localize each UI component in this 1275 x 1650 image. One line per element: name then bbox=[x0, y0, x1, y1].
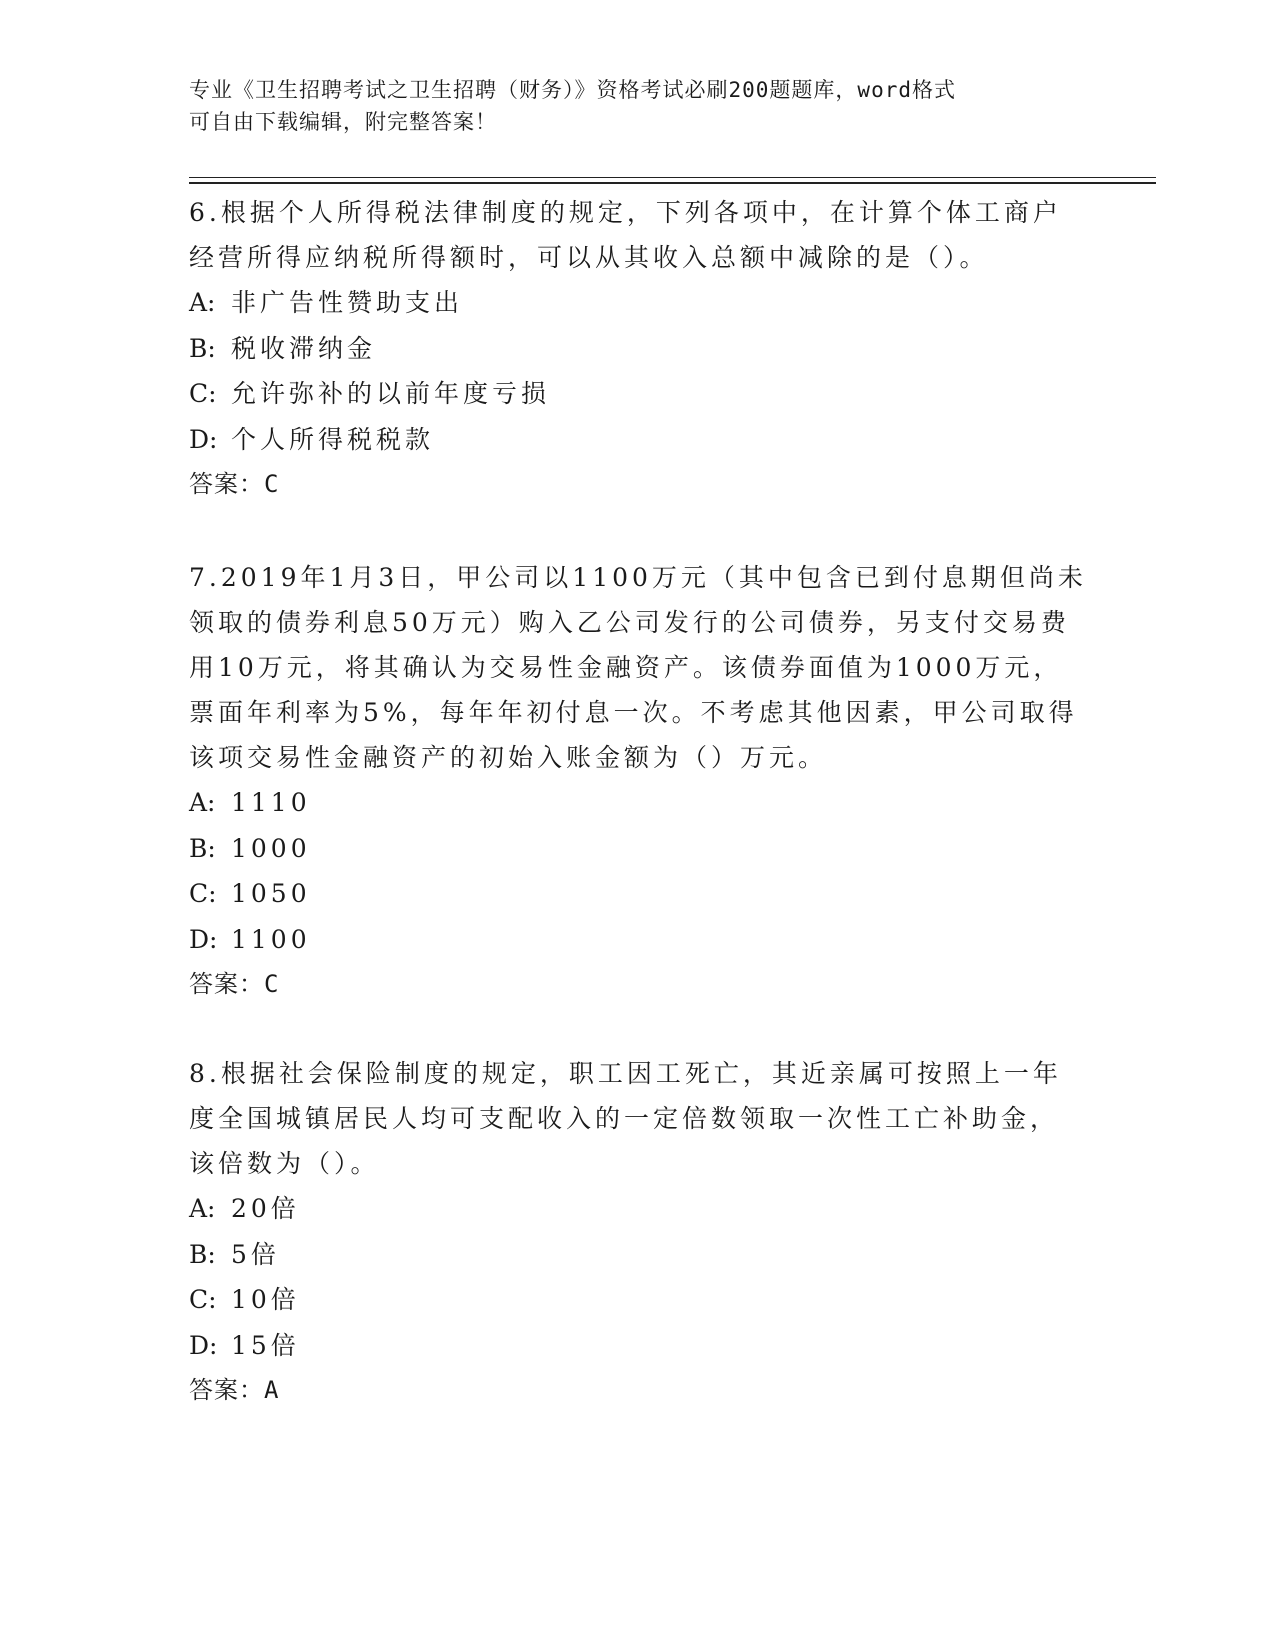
option-letter: C: bbox=[189, 1285, 217, 1314]
option-text: 10倍 bbox=[231, 1285, 300, 1314]
option-letter: A: bbox=[189, 788, 216, 817]
option-letter: D: bbox=[189, 424, 218, 454]
header-divider bbox=[189, 182, 1156, 184]
question-block bbox=[189, 555, 1089, 1006]
option-letter: C: bbox=[189, 879, 217, 908]
answer-line: 答案：A bbox=[189, 1376, 280, 1404]
option-letter: A: bbox=[189, 1194, 216, 1223]
option-b bbox=[189, 826, 1089, 872]
option-letter: C: bbox=[189, 379, 217, 408]
option-d bbox=[189, 917, 1089, 963]
option-letter: D: bbox=[189, 924, 218, 954]
option-d bbox=[189, 1323, 1089, 1369]
option-letter: B: bbox=[189, 833, 216, 863]
option-text: 1050 bbox=[231, 879, 311, 908]
answer-line: 答案：C bbox=[189, 470, 280, 498]
question-stem-line: 度全国城镇居民人均可支配收入的一定倍数领取一次性工亡补助金， bbox=[189, 1104, 1060, 1133]
option-text: 税收滞纳金 bbox=[231, 333, 377, 363]
option-text: 5倍 bbox=[231, 1239, 280, 1269]
question-stem-line: 领取的债券利息50万元）购入乙公司发行的公司债券，另支付交易费 bbox=[189, 608, 1070, 637]
option-text: 1110 bbox=[231, 788, 311, 817]
option-a bbox=[189, 780, 1089, 826]
option-text: 个人所得税税款 bbox=[231, 424, 435, 454]
option-d bbox=[189, 417, 1089, 463]
option-b bbox=[189, 1232, 1089, 1278]
question-block bbox=[189, 190, 1089, 506]
option-letter: B: bbox=[189, 333, 216, 363]
option-text: 非广告性赞助支出 bbox=[231, 288, 464, 317]
option-text: 20倍 bbox=[231, 1194, 300, 1223]
option-text: 1000 bbox=[231, 833, 311, 863]
option-a bbox=[189, 280, 1089, 326]
header-line: 专业《卫生招聘考试之卫生招聘（财务）》资格考试必刷200题题库，word格式 bbox=[189, 78, 956, 102]
option-letter: B: bbox=[189, 1239, 216, 1269]
question-stem-line: 6.根据个人所得税法律制度的规定，下列各项中，在计算个体工商户 bbox=[189, 198, 1062, 227]
option-c bbox=[189, 1277, 1089, 1323]
option-a bbox=[189, 1186, 1089, 1232]
question-stem-line: 用10万元，将其确认为交易性金融资产。该债券面值为1000万元， bbox=[189, 653, 1063, 682]
option-text: 允许弥补的以前年度亏损 bbox=[231, 379, 551, 408]
option-b bbox=[189, 326, 1089, 372]
question-stem-line: 票面年利率为5%，每年年初付息一次。不考虑其他因素，甲公司取得 bbox=[189, 698, 1078, 727]
option-letter: A: bbox=[189, 288, 216, 317]
header-divider bbox=[189, 177, 1156, 178]
question-block bbox=[189, 1051, 1089, 1412]
option-letter: D: bbox=[189, 1330, 218, 1360]
document-header bbox=[189, 74, 1069, 138]
question-stem-line: 经营所得应纳税所得额时，可以从其收入总额中减除的是（）。 bbox=[189, 243, 989, 272]
question-stem-line: 7.2019年1月3日，甲公司以1100万元（其中包含已到付息期但尚未 bbox=[189, 563, 1087, 592]
question-stem-line: 8.根据社会保险制度的规定，职工因工死亡，其近亲属可按照上一年 bbox=[189, 1059, 1062, 1088]
option-c bbox=[189, 371, 1089, 417]
option-text: 1100 bbox=[231, 924, 311, 954]
option-text: 15倍 bbox=[231, 1330, 300, 1360]
answer-line: 答案：C bbox=[189, 970, 280, 998]
option-c bbox=[189, 871, 1089, 917]
header-line: 可自由下载编辑，附完整答案！ bbox=[189, 110, 497, 134]
question-stem-line: 该倍数为（）。 bbox=[189, 1149, 380, 1178]
question-stem-line: 该项交易性金融资产的初始入账金额为（）万元。 bbox=[189, 743, 828, 772]
